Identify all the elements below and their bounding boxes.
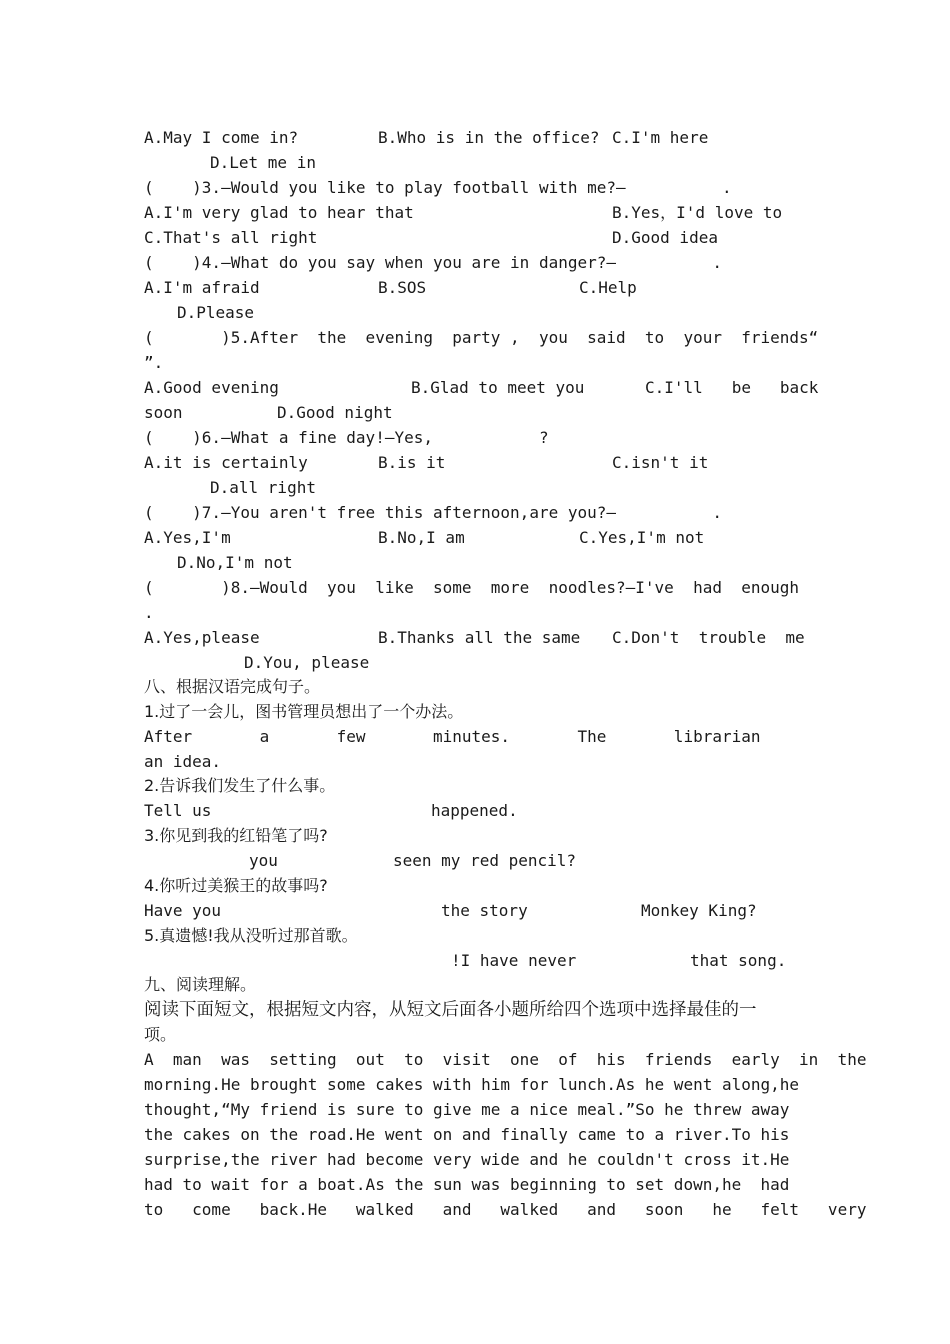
q8-option-c: C.Don't trouble me: [612, 628, 805, 647]
section-9-title: 九、阅读理解。: [144, 975, 257, 994]
q8-option-b: B.Thanks all the same: [378, 628, 581, 647]
q6-option-c: C.isn't it: [612, 453, 709, 472]
passage-line-4: the cakes on the road.He went on and finally came to a river.To his: [144, 1125, 790, 1144]
sentence-5-chinese: 5.真遗憾!我从没听过那首歌。: [144, 926, 358, 945]
sentence-3-english-a: you: [249, 851, 278, 870]
q7-option-a: A.Yes,I'm: [144, 528, 231, 547]
q6-option-b: B.is it: [378, 453, 446, 472]
q8-stem-cont: .: [144, 603, 154, 622]
sentence-5-english-b: that song.: [690, 951, 787, 970]
sentence-3-chinese: 3.你见到我的红铅笔了吗?: [144, 826, 328, 845]
sentence-1-english-cont: an idea.: [144, 752, 222, 771]
q5-option-d: D.Good night: [277, 403, 393, 422]
section-9-instruction-cont: 项。: [144, 1025, 177, 1044]
q7-option-d: D.No,I'm not: [177, 553, 293, 572]
q2-option-c: C.I'm here: [612, 128, 709, 147]
passage-line-2: morning.He brought some cakes with him for lunch.As he went along,he: [144, 1075, 800, 1094]
sentence-3-english-b: seen my red pencil?: [393, 851, 577, 870]
sentence-1-english: After a few minutes. The librarian: [144, 727, 761, 746]
q2-option-a: A.May I come in?: [144, 128, 299, 147]
q5-stem-cont: ”.: [144, 353, 164, 372]
q3-option-b: B.Yes，I'd love to: [612, 203, 783, 222]
q7-option-b: B.No,I am: [378, 528, 465, 547]
passage-line-6: had to wait for a boat.As the sun was beginning to set down,he had: [144, 1175, 790, 1194]
q5-stem: ( )5.After the evening party , you said to your friends“: [144, 328, 819, 347]
sentence-2-chinese: 2.告诉我们发生了什么事。: [144, 776, 336, 795]
sentence-4-chinese: 4.你听过美猴王的故事吗?: [144, 876, 328, 895]
q5-option-b: B.Glad to meet you: [411, 378, 585, 397]
sentence-5-english-a: !I have never: [451, 951, 577, 970]
q6-stem: ( )6.—What a fine day!—Yes, ?: [144, 428, 549, 447]
q8-stem: ( )8.—Would you like some more noodles?—I've had enough: [144, 578, 800, 597]
q5-option-c-cont: soon: [144, 403, 183, 422]
q3-option-c: C.That's all right: [144, 228, 318, 247]
sentence-2-english-a: Tell us: [144, 801, 212, 820]
q4-option-c: C.Help: [579, 278, 637, 297]
sentence-1-chinese: 1.过了一会儿，图书管理员想出了一个办法。: [144, 702, 464, 721]
passage-line-5: surprise,the river had become very wide and he couldn't cross it.He: [144, 1150, 790, 1169]
q8-option-d: D.You, please: [244, 653, 370, 672]
q3-option-a: A.I'm very glad to hear that: [144, 203, 414, 222]
section-8-title: 八、根据汉语完成句子。: [144, 677, 321, 696]
q3-stem: ( )3.—Would you like to play football with me?— .: [144, 178, 732, 197]
q4-option-d: D.Please: [177, 303, 255, 322]
q2-option-b: B.Who is in the office?: [378, 128, 600, 147]
q7-option-c: C.Yes,I'm not: [579, 528, 705, 547]
q6-option-d: D.all right: [210, 478, 316, 497]
q7-stem: ( )7.—You aren't free this afternoon,are you?— .: [144, 503, 722, 522]
sentence-2-english-b: happened.: [431, 801, 518, 820]
q5-option-a: A.Good evening: [144, 378, 279, 397]
q8-option-a: A.Yes,please: [144, 628, 260, 647]
q5-option-c: C.I'll be back: [645, 378, 819, 397]
q6-option-a: A.it is certainly: [144, 453, 308, 472]
passage-line-3: thought,“My friend is sure to give me a nice meal.”So he threw away: [144, 1100, 790, 1119]
passage-line-7: to come back.He walked and walked and soon he felt very: [144, 1200, 867, 1219]
section-9-instruction: 阅读下面短文，根据短文内容，从短文后面各小题所给四个选项中选择最佳的一: [144, 1000, 757, 1020]
sentence-4-english-b: the story: [441, 901, 528, 920]
q2-option-d: D.Let me in: [210, 153, 316, 172]
q3-option-d: D.Good idea: [612, 228, 718, 247]
q4-option-a: A.I'm afraid: [144, 278, 260, 297]
sentence-4-english-c: Monkey King?: [641, 901, 757, 920]
passage-line-1: A man was setting out to visit one of his friends early in the: [144, 1050, 867, 1069]
q4-option-b: B.SOS: [378, 278, 427, 297]
q4-stem: ( )4.—What do you say when you are in danger?— .: [144, 253, 722, 272]
sentence-4-english-a: Have you: [144, 901, 222, 920]
